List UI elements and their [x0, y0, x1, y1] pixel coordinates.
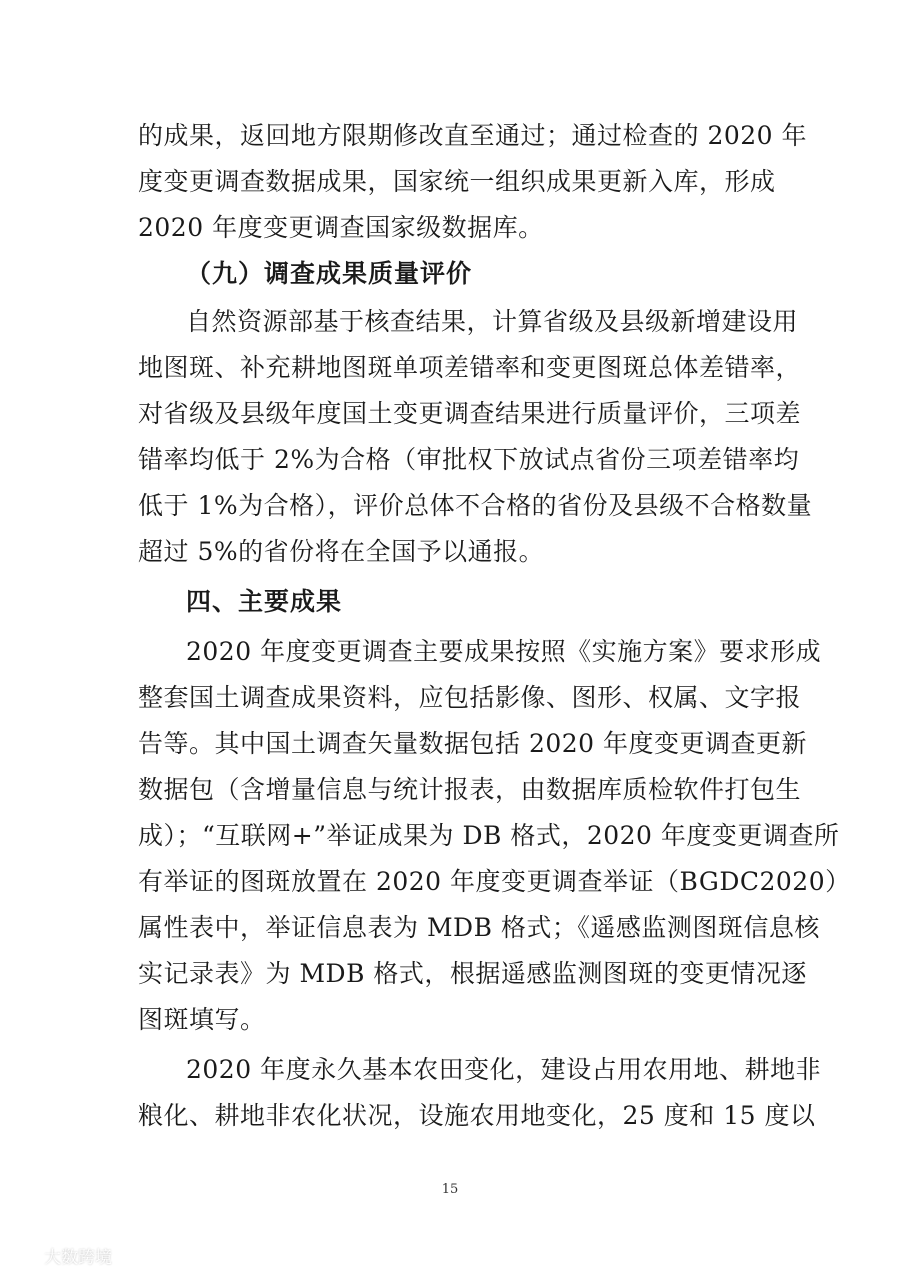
page-number: 15 [441, 1182, 459, 1197]
text-line: 地图斑、补充耕地图斑单项差错率和变更图斑总体差错率， [138, 353, 802, 382]
text-line: 成）；“互联网+”举证成果为 DB 格式，2020 年度变更调查所 [138, 821, 840, 850]
text-line: 整套国土调查成果资料，应包括影像、图形、权属、文字报 [138, 683, 802, 712]
section-heading: （九）调查成果质量评价 [186, 259, 473, 288]
text-line: 粮化、耕地非农化状况，设施农用地变化，25 度和 15 度以 [138, 1101, 816, 1130]
text-line: 错率均低于 2%为合格（审批权下放试点省份三项差错率均 [138, 445, 800, 474]
section-heading: 四、主要成果 [186, 587, 343, 616]
text-line: 图斑填写。 [138, 1005, 266, 1034]
text-line: 度变更调查数据成果，国家统一组织成果更新入库，形成 [138, 167, 776, 196]
text-line: 超过 5%的省份将在全国予以通报。 [138, 537, 545, 566]
text-line: 2020 年度变更调查主要成果按照《实施方案》要求形成 [186, 637, 822, 666]
text-line: 对省级及县级年度国土变更调查结果进行质量评价，三项差 [138, 399, 802, 428]
text-line: 有举证的图斑放置在 2020 年度变更调查举证（BGDC2020） [138, 867, 851, 896]
text-line: 实记录表》为 MDB 格式，根据遥感监测图斑的变更情况逐 [138, 959, 807, 988]
watermark [8, 1243, 112, 1267]
text-line: 告等。其中国土调查矢量数据包括 2020 年度变更调查更新 [138, 729, 808, 758]
watermark-text: 大数跨境 [44, 1247, 112, 1268]
text-line: 2020 年度永久基本农田变化，建设占用农用地、耕地非 [186, 1055, 822, 1084]
text-line: 的成果，返回地方限期修改直至通过；通过检查的 2020 年 [138, 121, 808, 150]
text-line: 自然资源部基于核查结果，计算省级及县级新增建设用 [186, 307, 799, 336]
chat-bubble-icon [8, 1245, 38, 1265]
text-line: 低于 1%为合格），评价总体不合格的省份及县级不合格数量 [138, 491, 813, 520]
text-line: 属性表中，举证信息表为 MDB 格式；《遥感监测图斑信息核 [138, 913, 820, 942]
text-line: 2020 年度变更调查国家级数据库。 [138, 213, 544, 242]
text-line: 数据包（含增量信息与统计报表，由数据库质检软件打包生 [138, 775, 802, 804]
